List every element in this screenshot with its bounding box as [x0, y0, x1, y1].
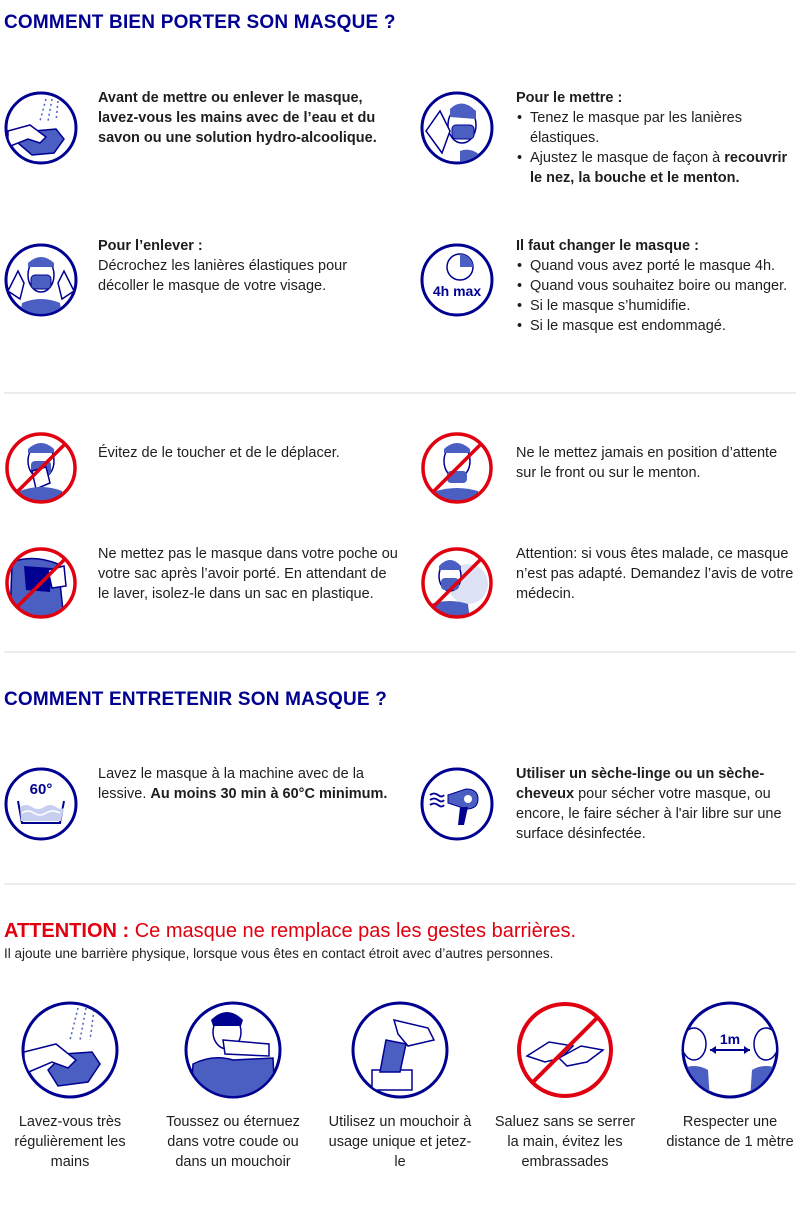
- wash-hands-text: Avant de mettre ou enlever le masque, lavez-vous les mains avec de l’eau et du savon ou une solution hydro-alcoolique.: [98, 90, 377, 146]
- change-item: • Quand vous souhaitez boire ou manger.: [530, 276, 800, 296]
- attention-subtext: Il ajoute une barrière physique, lorsque vous êtes en contact étroit avec d’autres personnes.: [4, 946, 554, 961]
- attention-label: ATTENTION :: [4, 920, 130, 942]
- no-handshake-icon: [515, 1000, 615, 1100]
- distance-label: 1m: [719, 1031, 741, 1047]
- section-title-care: COMMENT ENTRETENIR SON MASQUE ?: [4, 689, 388, 710]
- dont-chin-text: Ne le mettez jamais en position d’attente sur le front ou sur le menton.: [516, 445, 778, 481]
- wash-temp-label: 60°: [29, 781, 53, 798]
- no-mask-on-chin-icon: [420, 431, 494, 505]
- gesture-label: Toussez ou éternuez dans votre coude ou dans un mouchoir: [166, 1114, 300, 1170]
- timer-4h-icon: [420, 243, 494, 317]
- no-mask-in-pocket-icon: [4, 546, 78, 620]
- dont-touch-text: Évitez de le toucher et de le déplacer.: [98, 445, 340, 461]
- hand-washing-icon: [4, 91, 78, 165]
- wash-60-icon: [4, 767, 78, 841]
- divider: [4, 883, 796, 885]
- remove-text: Décrochez les lanières élastiques pour décoller le masque de votre visage.: [98, 258, 348, 294]
- gesture-label: Respecter une distance de 1 mètre: [666, 1114, 794, 1150]
- hand-washing-icon: [20, 1000, 120, 1100]
- gesture-label: Utilisez un mouchoir à usage unique et jetez-le: [328, 1114, 472, 1170]
- person-mask-straps-icon: [420, 91, 494, 165]
- timer-label: 4h max: [432, 283, 482, 299]
- remove-heading: Pour l’enlever :: [98, 238, 203, 254]
- dont-pocket-text: Ne mettez pas le masque dans votre poche ou votre sac après l’avoir porté. En attendant de le laver, isolez-le dans un sac en plastique.: [98, 546, 398, 602]
- if-sick-text: Attention: si vous êtes malade, ce masque n’est pas adapté. Demandez l’avis de votre médecin.: [516, 546, 794, 602]
- change-item: • Si le masque s’humidifie.: [530, 296, 800, 316]
- distance-1m-icon: [680, 1000, 780, 1100]
- gesture-label: Saluez sans se serrer la main, évitez les embrassades: [494, 1114, 636, 1170]
- attention-title: [4, 920, 576, 943]
- gesture-label: Lavez-vous très régulièrement les mains: [14, 1114, 126, 1170]
- person-remove-mask-icon: [4, 243, 78, 317]
- change-item: • Si le masque est endommagé.: [530, 316, 800, 336]
- no-mask-if-sick-icon: [420, 546, 494, 620]
- section-title-wear: COMMENT BIEN PORTER SON MASQUE ?: [4, 12, 396, 33]
- cough-elbow-icon: [183, 1000, 283, 1100]
- no-touch-mask-icon: [4, 431, 78, 505]
- divider: [4, 392, 796, 394]
- change-item: • Quand vous avez porté le masque 4h.: [530, 256, 800, 276]
- put-on-heading: Pour le mettre :: [516, 90, 623, 106]
- attention-headline: Ce masque ne remplace pas les gestes barrières.: [129, 920, 577, 942]
- change-heading: Il faut changer le masque :: [516, 238, 699, 254]
- dry-text: Utiliser un sèche-linge ou un sèche-cheveux pour sécher votre masque, ou encore, le faire sécher à l'air libre sur une surface désinfectée.: [516, 766, 782, 842]
- put-on-item: • Tenez le masque par les lanières élastiques.: [530, 108, 798, 148]
- hair-dryer-icon: [420, 767, 494, 841]
- tissue-box-icon: [350, 1000, 450, 1100]
- divider: [4, 651, 796, 653]
- put-on-item: • Ajustez le masque de façon à recouvrir le nez, la bouche et le menton.: [530, 148, 798, 188]
- wash-text: Lavez le masque à la machine avec de la lessive. Au moins 30 min à 60°C minimum.: [98, 766, 388, 802]
